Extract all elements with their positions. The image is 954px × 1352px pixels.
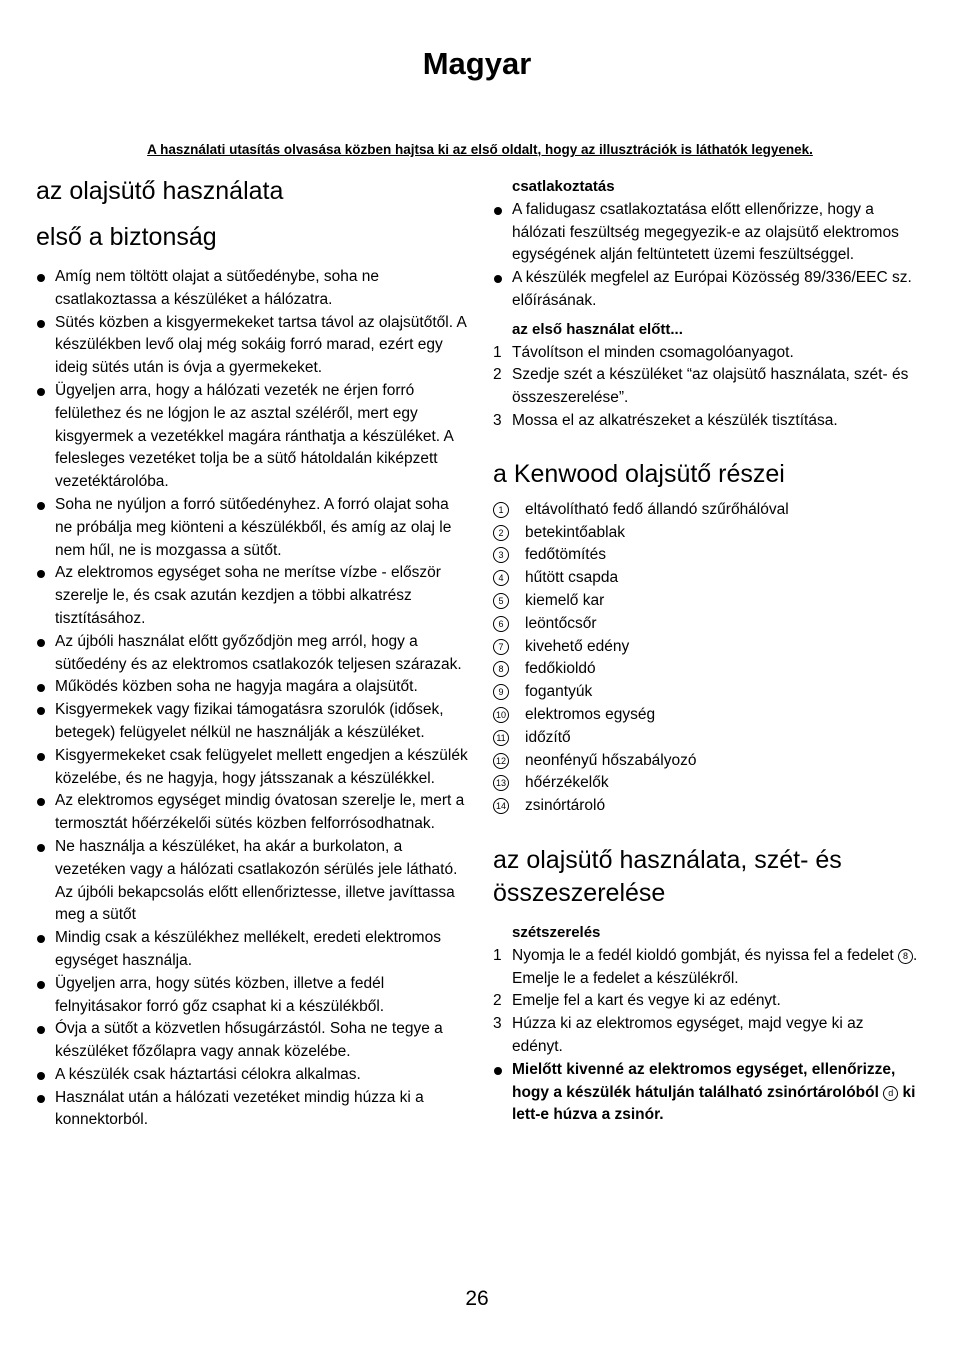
safety-item: Amíg nem töltött olajat a sütőedénybe, soha ne csatlakoztassa a készüléket a hálózatra.	[36, 266, 468, 312]
part-label: hőérzékelők	[525, 774, 609, 792]
right-column	[493, 176, 918, 1127]
part-item	[493, 544, 918, 567]
safety-item: Az újbóli használat előtt győződjön meg arról, hogy a sütőedény és az elektromos csatlakozók teljesen szárazak.	[36, 631, 468, 677]
section-heading-assembly: az olajsütő használata, szét- és összeszerelése	[493, 845, 842, 907]
part-label: fedőkioldó	[525, 660, 596, 678]
safety-item: Az elektromos egységet soha ne merítse vízbe - először szerelje le, és csak azután kezdjen a többi alkatrész tisztításához.	[36, 562, 468, 630]
part-item	[493, 750, 918, 773]
step-number: 2	[493, 992, 502, 1010]
part-number-circle: 6	[493, 616, 509, 632]
part-label: fogantyúk	[525, 683, 593, 701]
step-number: 3	[493, 411, 502, 429]
part-number-circle: 2	[493, 525, 509, 541]
safety-item: Soha ne nyúljon a forró sütőedényhez. A forró olajat soha ne próbálja meg kiönteni a készülékből, és amíg az olaj le nem hűl, ne is mozgassa a sütőt.	[36, 494, 468, 562]
step-text: Mossa el az alkatrészeket a készülék tisztítása.	[512, 411, 838, 429]
left-column	[36, 172, 468, 1132]
safety-item: Használat után a hálózati vezetéket mindig húzza ki a konnektorból.	[36, 1087, 468, 1133]
step-number: 1	[493, 343, 502, 361]
step-item	[493, 364, 918, 410]
part-number-circle: 9	[493, 684, 509, 700]
part-item	[493, 727, 918, 750]
part-reference-circle: 8	[898, 949, 913, 964]
safety-item: Mindig csak a készülékhez mellékelt, eredeti elektromos egységet használja.	[36, 927, 468, 973]
step-item	[493, 410, 918, 433]
part-number-circle: 14	[493, 798, 509, 814]
safety-list	[36, 266, 468, 1132]
part-number-circle: 13	[493, 775, 509, 791]
safety-item: Ügyeljen arra, hogy a hálózati vezeték ne érjen forró felülethez és ne lógjon le az asztal széléről, mert egy kisgyermek a vezetékkel magára ránthatja a készüléket. A felesleges vezetéket tolja be a sütő hátoldalán kiképzett vezetéktárolóba.	[36, 380, 468, 494]
part-label: betekintőablak	[525, 523, 625, 541]
part-label: kivehető edény	[525, 637, 630, 655]
first-use-steps	[493, 342, 918, 433]
step-item	[493, 990, 918, 1013]
part-number-circle: 10	[493, 707, 509, 723]
safety-item: Kisgyermekeket csak felügyelet mellett engedjen a készülék közelébe, és ne hagyja, hogy játsszanak a készülékkel.	[36, 745, 468, 791]
part-label: időzítő	[525, 728, 571, 746]
safety-item: Ne használja a készüléket, ha akár a burkolaton, a vezetéken vagy a hálózati csatlakozón sérülés jele látható. Az újbóli bekapcsolás előtt ellenőriztesse, illetve javíttassa meg a sütőt	[36, 836, 468, 927]
page-number: 26	[465, 1287, 489, 1310]
disassembly-subheading: szétszerelés	[512, 923, 601, 941]
part-number-circle: 1	[493, 502, 509, 518]
part-label: kiemelő kar	[525, 591, 605, 609]
part-item	[493, 590, 918, 613]
step-item	[493, 1013, 918, 1059]
part-number-circle: 12	[493, 753, 509, 769]
part-label: hűtött csapda	[525, 569, 619, 587]
connection-subheading: csatlakoztatás	[512, 178, 615, 195]
step-text: Nyomja le a fedél kioldó gombját, és nyissa fel a fedelet	[512, 946, 894, 964]
safety-item: Kisgyermekek vagy fizikai támogatásra szorulók (idősek, betegek) felügyelet nélkül ne használják a készüléket.	[36, 699, 468, 745]
part-number-circle: 11	[493, 730, 509, 746]
part-label: leöntőcsőr	[525, 614, 597, 632]
safety-item: A készülék csak háztartási célokra alkalmas.	[36, 1064, 468, 1087]
part-item	[493, 772, 918, 795]
warning-list	[493, 1059, 918, 1127]
warning-text-continued: ki lett-e húzva a zsinór.	[512, 1083, 916, 1124]
part-item	[493, 681, 918, 704]
page-title: Magyar	[422, 46, 532, 81]
part-label: elektromos egység	[525, 705, 656, 723]
connection-list	[493, 199, 918, 313]
part-number-circle: 3	[493, 547, 509, 563]
safety-item: Óvja a sütőt a közvetlen hősugárzástól. Soha ne tegye a készüléket főzőlapra vagy annak közelébe.	[36, 1018, 468, 1064]
part-item	[493, 613, 918, 636]
step-item	[493, 342, 918, 365]
safety-item: Az elektromos egységet mindig óvatosan szerelje le, mert a termosztát hőérzékelői sütés közben felforrósodhatnak.	[36, 790, 468, 836]
part-number-circle: 8	[493, 661, 509, 677]
part-item	[493, 522, 918, 545]
safety-item: Sütés közben a kisgyermekeket tartsa távol az olajsütőtől. A készülékben levő olaj még sokáig forró marad, ezért egy ideig sütés után is óvja a gyermekeket.	[36, 312, 468, 380]
part-item	[493, 795, 918, 818]
part-item	[493, 499, 918, 522]
step-item	[493, 945, 918, 991]
connection-item: A készülék megfelel az Európai Közösség 89/336/EEC sz. előírásának.	[493, 267, 918, 313]
step-number: 2	[493, 366, 502, 384]
section-heading-safety: első a biztonság	[36, 223, 217, 251]
safety-item: Ügyeljen arra, hogy sütés közben, illetve a fedél felnyitásakor forró gőz csaphat ki a készülékből.	[36, 973, 468, 1019]
step-number: 1	[493, 946, 502, 964]
part-number-circle: 5	[493, 593, 509, 609]
part-label: neonfényű hőszabályozó	[525, 751, 697, 769]
section-heading-parts: a Kenwood olajsütő részei	[493, 459, 785, 488]
section-heading-usage: az olajsütő használata	[36, 177, 284, 205]
part-label: eltávolítható fedő állandó szűrőhálóval	[525, 500, 789, 518]
part-item	[493, 567, 918, 590]
step-text: Szedje szét a készüléket “az olajsütő használata, szét- és összeszerelése”.	[512, 366, 909, 407]
warning-text: Mielőtt kivenné az elektromos egységet, ellenőrizze, hogy a készülék hátulján található zsinórtárolóból	[512, 1060, 896, 1101]
part-item	[493, 704, 918, 727]
step-number: 3	[493, 1015, 502, 1033]
part-number-circle: 4	[493, 570, 509, 586]
illustration-reference-circle: d	[883, 1086, 898, 1101]
part-label: fedőtömítés	[525, 546, 606, 564]
step-text: Távolítson el minden csomagolóanyagot.	[512, 343, 794, 361]
parts-list	[493, 499, 918, 818]
step-text: Emelje fel a kart és vegye ki az edényt.	[512, 992, 781, 1010]
connection-item: A falidugasz csatlakoztatása előtt ellenőrizze, hogy a hálózati feszültség megegyezik-e az olajsütő elektromos egységének alján feltüntetett üzemi feszültséggel.	[493, 199, 918, 267]
first-use-subheading: az első használat előtt...	[512, 320, 683, 338]
warning-item	[493, 1059, 918, 1127]
safety-item: Működés közben soha ne hagyja magára a olajsütőt.	[36, 676, 468, 699]
step-text-continued: . Emelje le a fedelet a készülékről.	[512, 946, 918, 987]
part-number-circle: 7	[493, 639, 509, 655]
part-item	[493, 636, 918, 659]
step-text: Húzza ki az elektromos egységet, majd vegye ki az edényt.	[512, 1015, 864, 1055]
part-item	[493, 658, 918, 681]
part-label: zsinórtároló	[525, 797, 606, 815]
foldout-notice: A használati utasítás olvasása közben hajtsa ki az első oldalt, hogy az illusztrációk is láthatók legyenek.	[147, 142, 813, 157]
disassembly-steps	[493, 945, 918, 1059]
